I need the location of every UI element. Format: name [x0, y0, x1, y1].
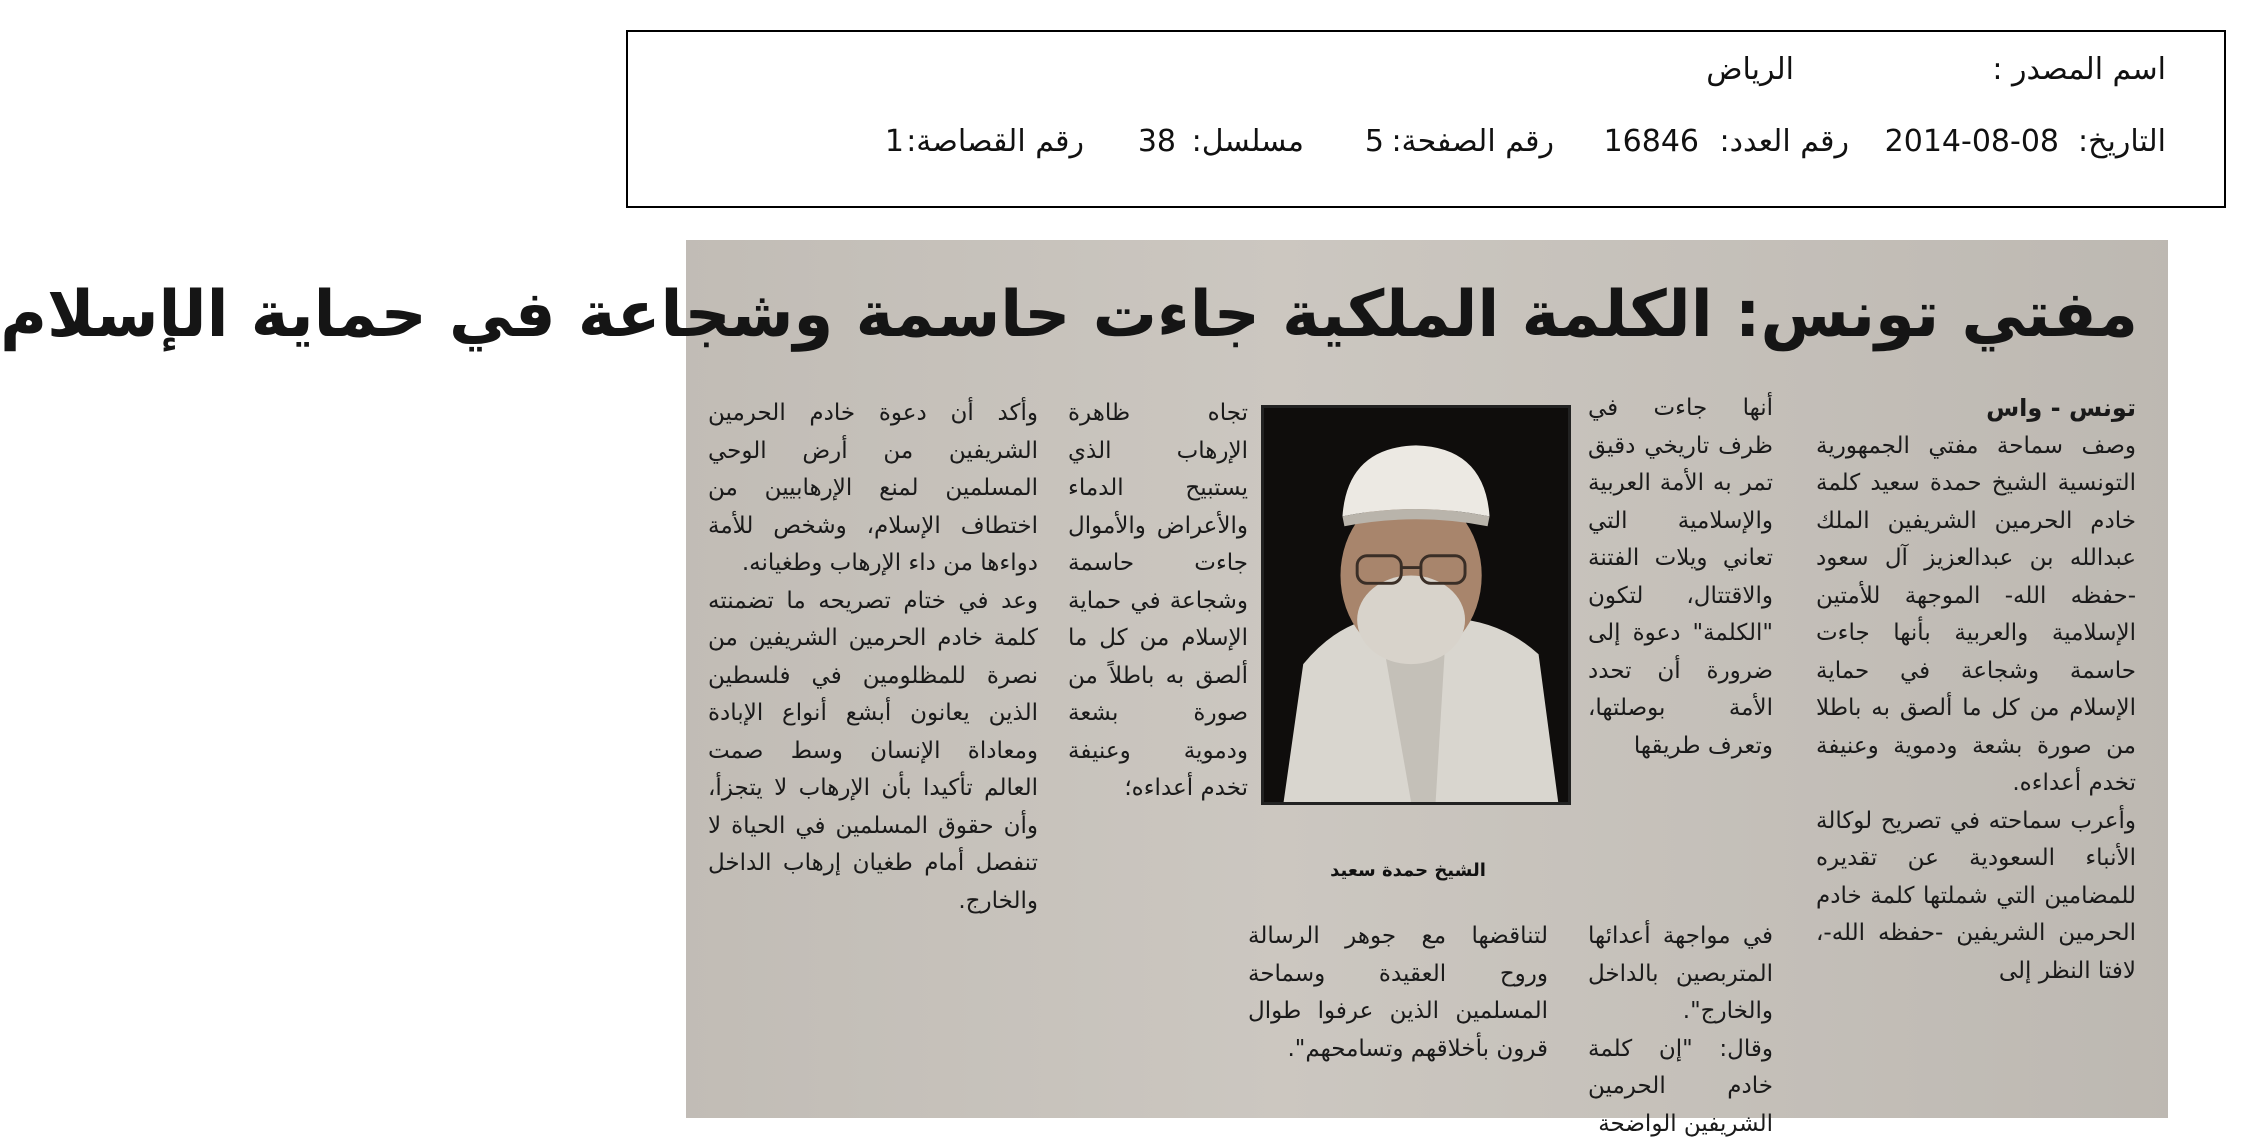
issue-label: رقم العدد: — [1720, 124, 1850, 159]
article-paragraph: لتناقضها مع جوهر الرسالة وروح العقيدة وسماحة المسلمين الذين عرفوا طوال قرون بأخلاقهم وتسامحهم". — [1248, 918, 1548, 1068]
article-column-4 — [708, 395, 1038, 920]
page-label: رقم الصفحة: — [1391, 124, 1554, 159]
photo-caption: الشيخ حمدة سعيد — [1298, 860, 1518, 881]
portrait-image — [1264, 408, 1568, 802]
article-paragraph: أنها جاءت في ظرف تاريخي دقيق تمر به الأمة العربية والإسلامية التي تعاني ويلات الفتنة والاقتتال، لتكون "الكلمة" دعوة إلى ضرورة أن تحدد الأمة بوصلتها، وتعرف طريقها — [1588, 390, 1773, 765]
source-label: اسم المصدر : — [1992, 52, 2166, 87]
article-paragraph: وصف سماحة مفتي الجمهورية التونسية الشيخ حمدة سعيد كلمة خادم الحرمين الشريفين الملك عبدالله بن عبدالعزيز آل سعود -حفظه الله- الموجهة للأمتين الإسلامية والعربية بأنها جاءت حاسمة وشجاعة في حماية الإسلام من كل ما ألصق به باطلا من صورة بشعة ودموية وعنيفة تخدم أعداءه. — [1816, 428, 2136, 803]
article-column-2 — [1588, 390, 1773, 765]
article-paragraph: وأعرب سماحته في تصريح لوكالة الأنباء السعودية عن تقديره للمضامين التي شملتها كلمة خادم الحرمين الشريفين -حفظه الله-، لافتا النظر إلى — [1816, 803, 2136, 991]
article-dateline: تونس - واس — [1816, 390, 2136, 428]
serial-label: مسلسل: — [1192, 124, 1304, 159]
archive-header — [626, 30, 2226, 208]
source-value: الرياض — [1706, 52, 1794, 87]
issue-value: 16846 — [1604, 124, 1699, 159]
clip-label: رقم القصاصة: — [906, 124, 1084, 159]
article-paragraph: وقال: "إن كلمة خادم الحرمين الشريفين الواضحة — [1588, 1031, 1773, 1143]
page-value: 5 — [1365, 124, 1384, 159]
article-headline: مفتي تونس: الكلمة الملكية جاءت حاسمة وشجاعة في حماية الإسلام — [711, 260, 2138, 370]
article-column-3 — [1068, 395, 1248, 808]
article-lower-left — [1248, 918, 1548, 1068]
article-column-1 — [1816, 390, 2136, 990]
date-label: التاريخ: — [2078, 124, 2166, 159]
newspaper-clipping — [686, 240, 2168, 1118]
article-paragraph: تجاه ظاهرة الإرهاب الذي يستبيح الدماء والأعراض والأموال جاءت حاسمة وشجاعة في حماية الإسلام من كل ما ألصق به باطلاً من صورة بشعة ودموية وعنيفة تخدم أعداءه؛ — [1068, 395, 1248, 808]
article-paragraph: في مواجهة أعدائها المتربصين بالداخل والخارج". — [1588, 918, 1773, 1031]
article-paragraph: وعد في ختام تصريحه ما تضمنته كلمة خادم الحرمين الشريفين من نصرة للمظلومين في فلسطين الذين يعانون أبشع أنواع الإبادة ومعاداة الإنسان وسط صمت العالم تأكيدا بأن الإرهاب لا يتجزأ، وأن حقوق المسلمين في الحياة لا تنفصل أمام طغيان إرهاب الداخل والخارج. — [708, 583, 1038, 921]
clip-value: 1 — [885, 124, 904, 159]
portrait-photo — [1261, 405, 1571, 805]
serial-value: 38 — [1138, 124, 1176, 159]
article-paragraph: وأكد أن دعوة خادم الحرمين الشريفين من أرض الوحي المسلمين لمنع الإرهابيين من اختطاف الإسلام، وشخص للأمة دواءها من داء الإرهاب وطغيانه. — [708, 395, 1038, 583]
date-value: 2014-08-08 — [1885, 124, 2059, 159]
